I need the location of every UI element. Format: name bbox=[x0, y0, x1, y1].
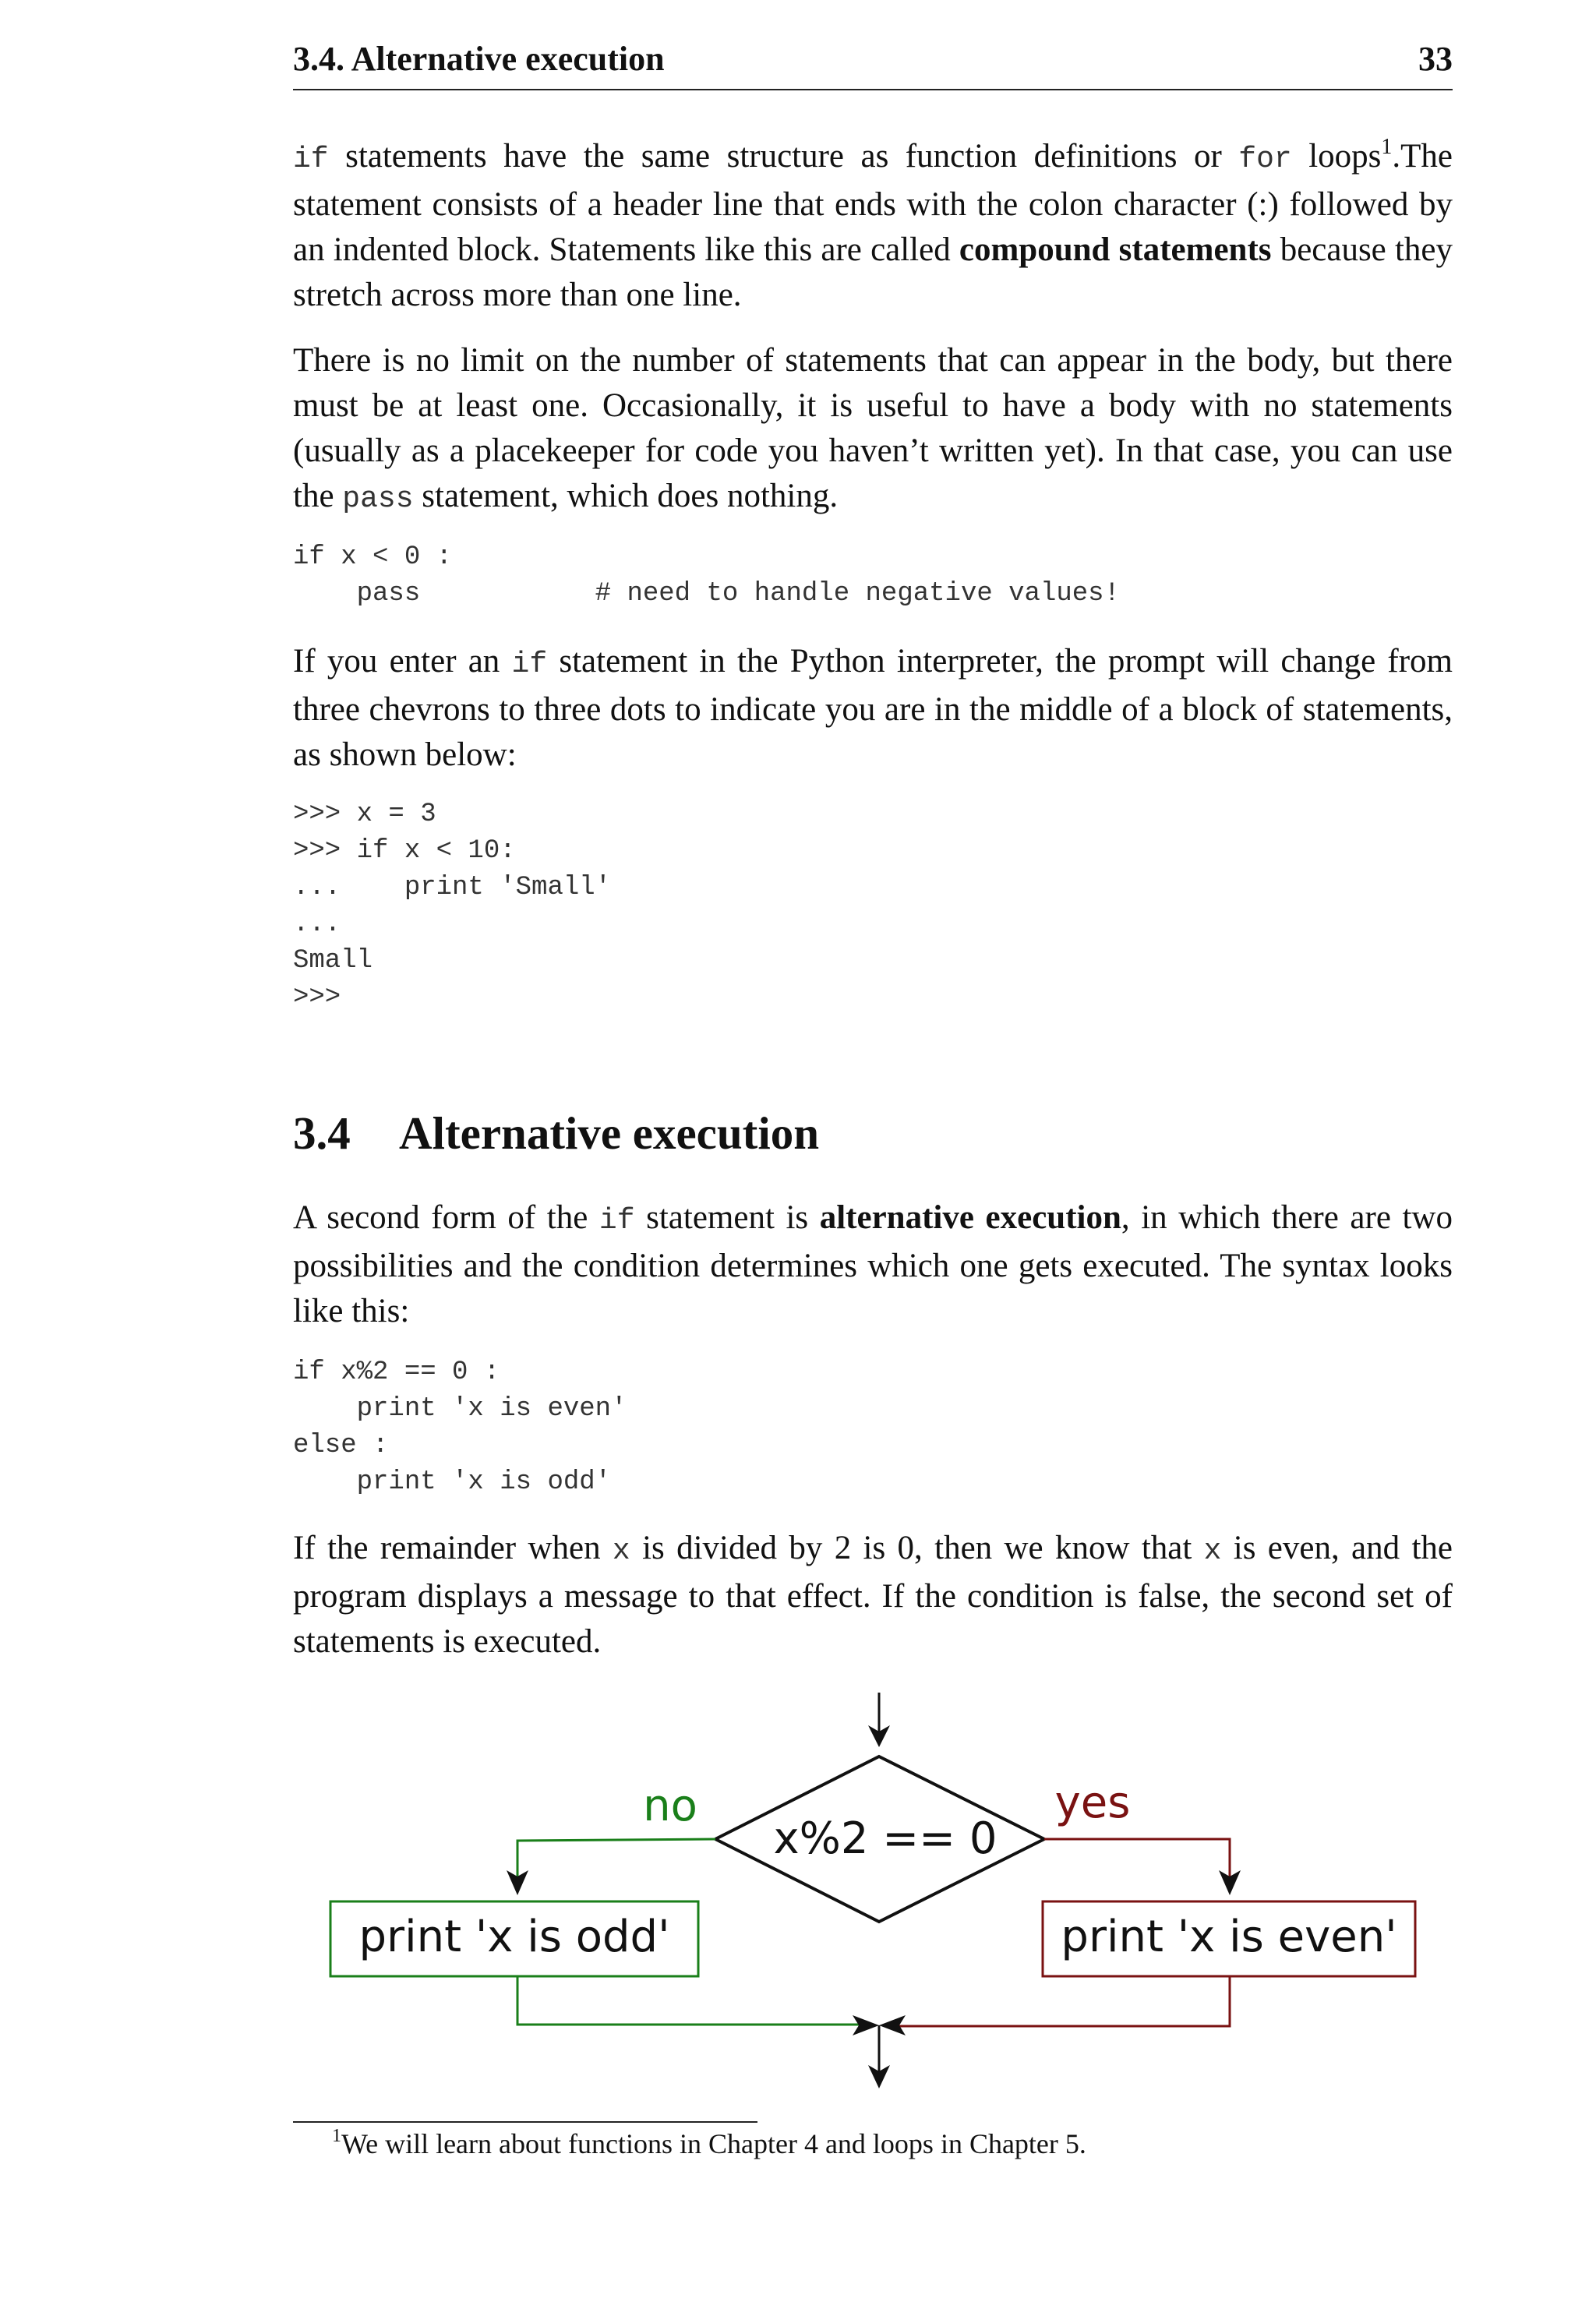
text-run: statements have the same structure as function definitions or bbox=[328, 138, 1239, 175]
text-run: statement is bbox=[634, 1199, 820, 1236]
paragraph-interpreter-prompt bbox=[293, 639, 1453, 778]
merge-connector-no bbox=[517, 1976, 867, 2025]
code-block-if-else bbox=[293, 1354, 1453, 1501]
inline-code-for: for bbox=[1238, 143, 1292, 176]
text-run: statement in the Python interpreter, the prompt will change from three chevrons to three dots to indicate you are in the middle of a block of statements, as shown below: bbox=[293, 643, 1453, 773]
code-block-pass bbox=[293, 539, 1453, 613]
code-line: >>> if x < 10: bbox=[293, 836, 516, 866]
paragraph-pass-statement bbox=[293, 338, 1453, 522]
merge-connector-yes bbox=[893, 1976, 1230, 2026]
text-run: If the remainder when bbox=[293, 1530, 613, 1566]
code-line: else : bbox=[293, 1431, 389, 1460]
code-line: >>> x = 3 bbox=[293, 800, 436, 829]
bold-term-compound-statements: compound statements bbox=[959, 231, 1272, 268]
code-line: print 'x is odd' bbox=[293, 1467, 612, 1497]
code-line: ... bbox=[293, 909, 341, 939]
text-run: If you enter an bbox=[293, 643, 512, 680]
code-block-interpreter bbox=[293, 796, 1453, 1016]
flowchart-alternative-execution bbox=[0, 1675, 1596, 2112]
inline-code-x: x bbox=[612, 1534, 630, 1568]
footnote bbox=[332, 2126, 1086, 2162]
inline-code-if: if bbox=[598, 1204, 635, 1237]
footnote-rule bbox=[293, 2121, 757, 2123]
code-line: print 'x is even' bbox=[293, 1394, 627, 1424]
branch-label-yes: yes bbox=[1054, 1778, 1131, 1828]
code-line: if x%2 == 0 : bbox=[293, 1358, 500, 1387]
text-run: A second form of the bbox=[293, 1199, 599, 1236]
branch-label-no: no bbox=[643, 1781, 697, 1831]
section-heading bbox=[293, 1107, 819, 1160]
paragraph-remainder-explanation bbox=[293, 1526, 1453, 1665]
running-header bbox=[293, 39, 1453, 90]
text-run: is divided by 2 is 0, then we know that bbox=[630, 1530, 1204, 1566]
footnote-mark: 1 bbox=[332, 2126, 341, 2146]
action-box-odd-label: print 'x is odd' bbox=[358, 1912, 670, 1962]
text-run: statement, which does nothing. bbox=[413, 478, 839, 514]
inline-code-pass: pass bbox=[342, 482, 414, 516]
section-title: Alternative execution bbox=[399, 1107, 820, 1159]
text-run: loops bbox=[1291, 138, 1382, 175]
page-number: 33 bbox=[1418, 40, 1453, 78]
footnote-text: We will learn about functions in Chapter 4 and loops in Chapter 5. bbox=[341, 2128, 1086, 2159]
no-branch-connector bbox=[517, 1839, 715, 1880]
text-run: , in which there are two possibilities and the condition determines which one gets executed. The syntax looks like this: bbox=[293, 1199, 1453, 1329]
code-line: if x < 0 : bbox=[293, 542, 453, 572]
decision-condition: x%2 == 0 bbox=[773, 1813, 998, 1864]
code-line: Small bbox=[293, 946, 373, 976]
action-box-even-label: print 'x is even' bbox=[1061, 1912, 1397, 1962]
text-run: There is no limit on the number of statements that can appear in the body, but there must be at least one. Occasionally, it is useful to have a body with no statements (usually as a placekeeper for code you haven’t written yet). In that case, you can use the bbox=[293, 342, 1453, 514]
paragraph-alternative-execution bbox=[293, 1195, 1453, 1334]
header-section-title: 3.4. Alternative execution bbox=[293, 40, 665, 78]
code-line: >>> bbox=[293, 983, 341, 1012]
footnote-reference: 1 bbox=[1381, 134, 1393, 159]
section-number: 3.4 bbox=[293, 1107, 351, 1159]
bold-term-alternative-execution: alternative execution bbox=[819, 1199, 1121, 1236]
inline-code-if: if bbox=[511, 648, 548, 681]
paragraph-compound-statements bbox=[293, 134, 1453, 318]
inline-code-x: x bbox=[1203, 1534, 1222, 1568]
text-run: because they stretch across more than one line. bbox=[293, 231, 1453, 313]
text-run: is even, and the program displays a message to that effect. If the condition is false, the second set of statements is executed. bbox=[293, 1530, 1453, 1660]
code-line: pass # need to handle negative values! bbox=[293, 579, 1120, 609]
text-run: .The statement consists of a header line that ends with the colon character (:) followed by an indented block. Statements like this are called bbox=[293, 138, 1453, 268]
yes-branch-connector bbox=[1044, 1839, 1230, 1880]
code-line: ... print 'Small' bbox=[293, 873, 612, 902]
inline-code-if: if bbox=[293, 143, 329, 176]
